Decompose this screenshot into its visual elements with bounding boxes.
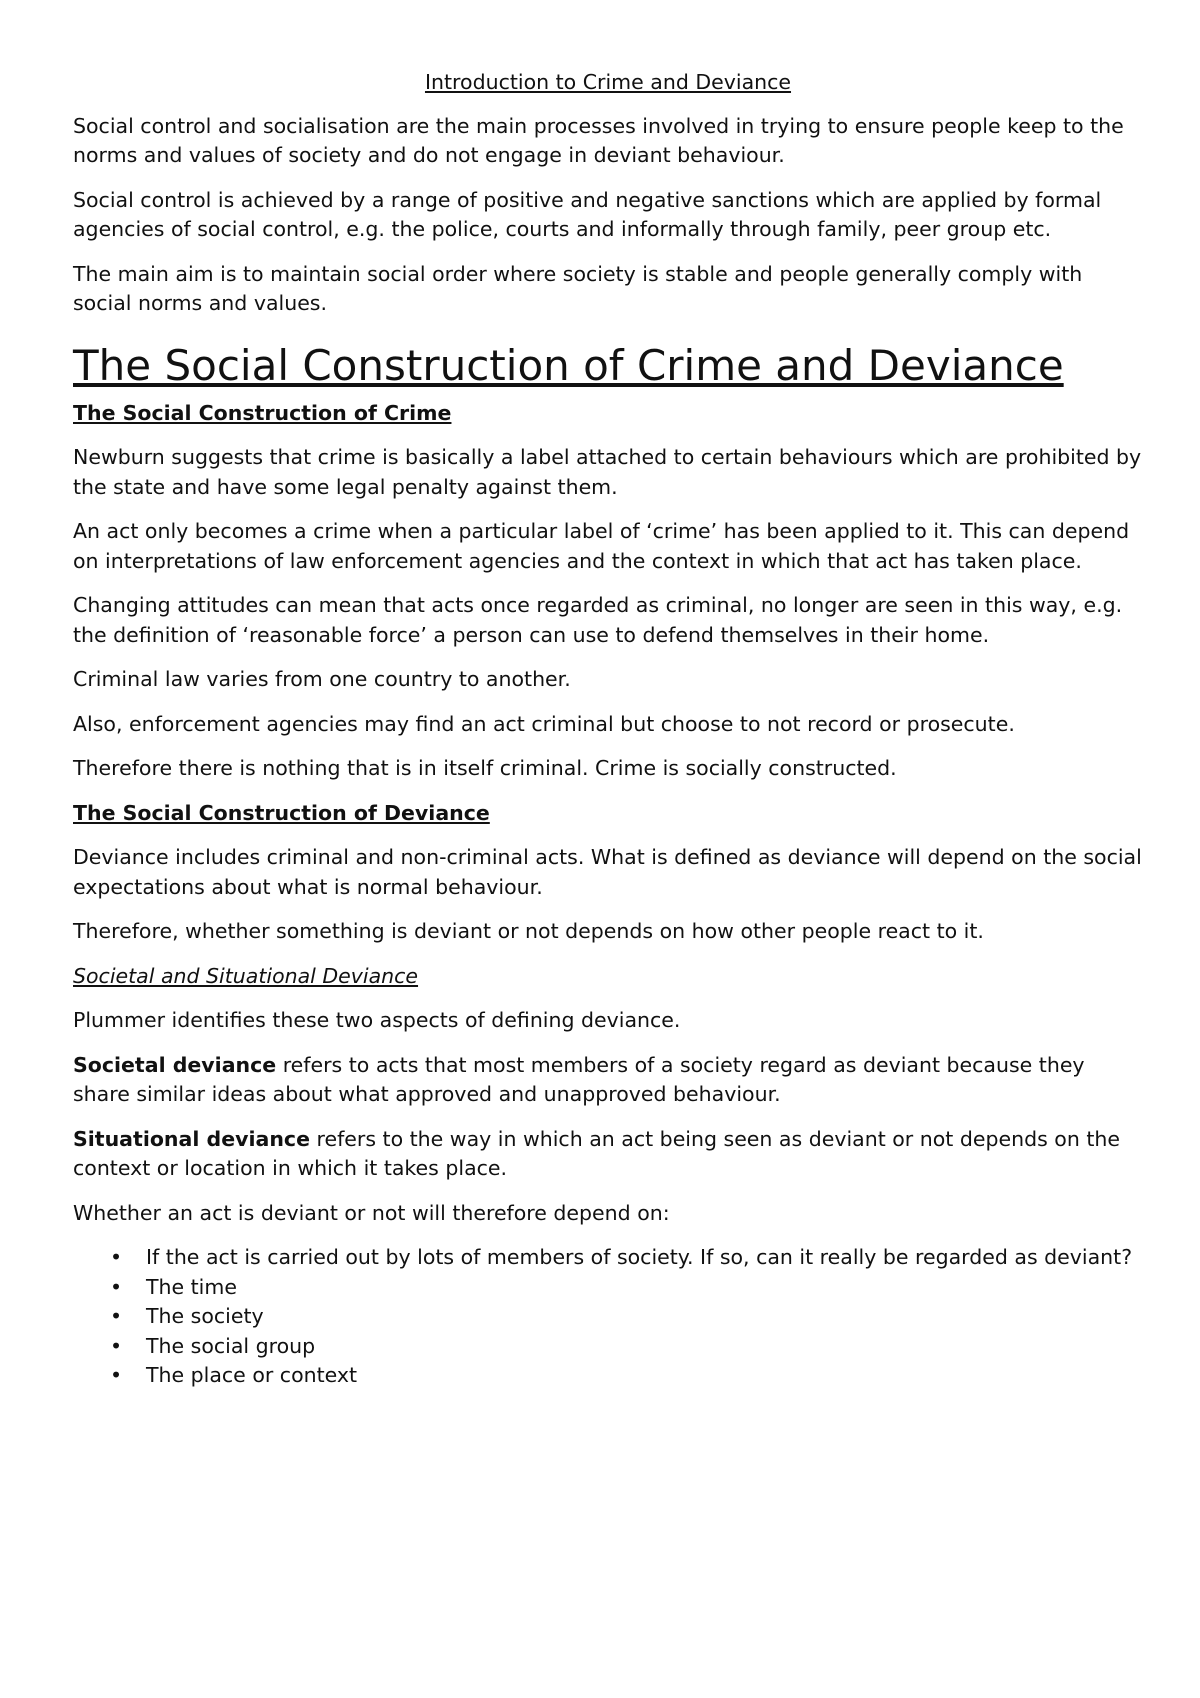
- crime-paragraph: Changing attitudes can mean that acts once regarded as criminal, no longer are seen in this way, e.g. the definition of ‘reasonable force’ a person can use to defend themselves in their home.: [73, 593, 1123, 647]
- bullet-icon: •: [110, 1304, 123, 1328]
- deviance-paragraph: Therefore, whether something is deviant or not depends on how other people react to it.: [73, 919, 984, 943]
- bullet-icon: •: [110, 1245, 123, 1269]
- document-title: Introduction to Crime and Deviance: [424, 70, 792, 94]
- bullet-icon: •: [110, 1333, 123, 1358]
- crime-paragraph: An act only becomes a crime when a particular label of ‘crime’ has been applied to it. This can depend on interpretations of law enforcement agencies and the context in which that act has taken place.: [73, 519, 1130, 573]
- intro-paragraph: Social control and socialisation are the main processes involved in trying to ensure people keep to the norms and values of society and do not engage in deviant behaviour.: [73, 113, 1124, 167]
- societal-deviance-term: Societal deviance: [73, 1052, 277, 1077]
- intro-paragraph: Social control is achieved by a range of positive and negative sanctions which are applied by formal agencies of social control, e.g. the police, courts and informally through family, peer group etc.: [73, 187, 1102, 241]
- crime-paragraph: Criminal law varies from one country to another.: [73, 667, 571, 691]
- situational-deviance-term: Situational deviance: [73, 1126, 310, 1151]
- crime-paragraph: Therefore there is nothing that is in itself criminal. Crime is socially constructed.: [73, 756, 897, 780]
- list-item: [73, 1243, 1143, 1273]
- list-item: [73, 1332, 1143, 1362]
- crime-paragraph: Also, enforcement agencies may find an act criminal but choose to not record or prosecute.: [73, 711, 1015, 736]
- list-item: [73, 1361, 1143, 1391]
- list-item: [73, 1273, 1143, 1303]
- bullet-icon: •: [110, 1274, 123, 1299]
- societal-deviance-paragraph: [73, 1051, 1143, 1110]
- bullet-icon: •: [110, 1363, 123, 1387]
- situational-deviance-text: refers to the way in which an act being seen as deviant or not depends on the context or location in which it takes place.: [73, 1126, 1120, 1180]
- list-item-text: The time: [146, 1274, 237, 1299]
- societal-situational-heading: Societal and Situational Deviance: [73, 963, 419, 988]
- list-item-text: The social group: [146, 1333, 316, 1358]
- societal-deviance-text: refers to acts that most members of a society regard as deviant because they share similar ideas about what approved and unapproved behaviour.: [73, 1052, 1085, 1106]
- list-item-text: The society: [146, 1304, 264, 1328]
- plummer-paragraph: Plummer identifies these two aspects of defining deviance.: [73, 1008, 681, 1032]
- deviance-paragraph: Deviance includes criminal and non-criminal acts. What is defined as deviance will depend on the social expectations about what is normal behaviour.: [73, 845, 1142, 899]
- list-item: [73, 1302, 1143, 1332]
- depend-intro-paragraph: Whether an act is deviant or not will therefore depend on:: [73, 1200, 670, 1225]
- situational-deviance-paragraph: [73, 1125, 1143, 1184]
- main-heading: The Social Construction of Crime and Deviance: [73, 340, 1064, 390]
- list-item-text: If the act is carried out by lots of members of society. If so, can it really be regarded as deviant?: [146, 1245, 1133, 1269]
- crime-paragraph: Newburn suggests that crime is basically a label attached to certain behaviours which are prohibited by the state and have some legal penalty against them.: [73, 445, 1142, 499]
- document-page: [73, 68, 1143, 1391]
- list-item-text: The place or context: [146, 1363, 358, 1387]
- intro-paragraph: The main aim is to maintain social order where society is stable and people generally comply with social norms and values.: [73, 261, 1083, 315]
- factors-list: [73, 1243, 1143, 1391]
- deviance-section-heading: The Social Construction of Deviance: [73, 800, 490, 825]
- crime-section-heading: The Social Construction of Crime: [73, 400, 452, 425]
